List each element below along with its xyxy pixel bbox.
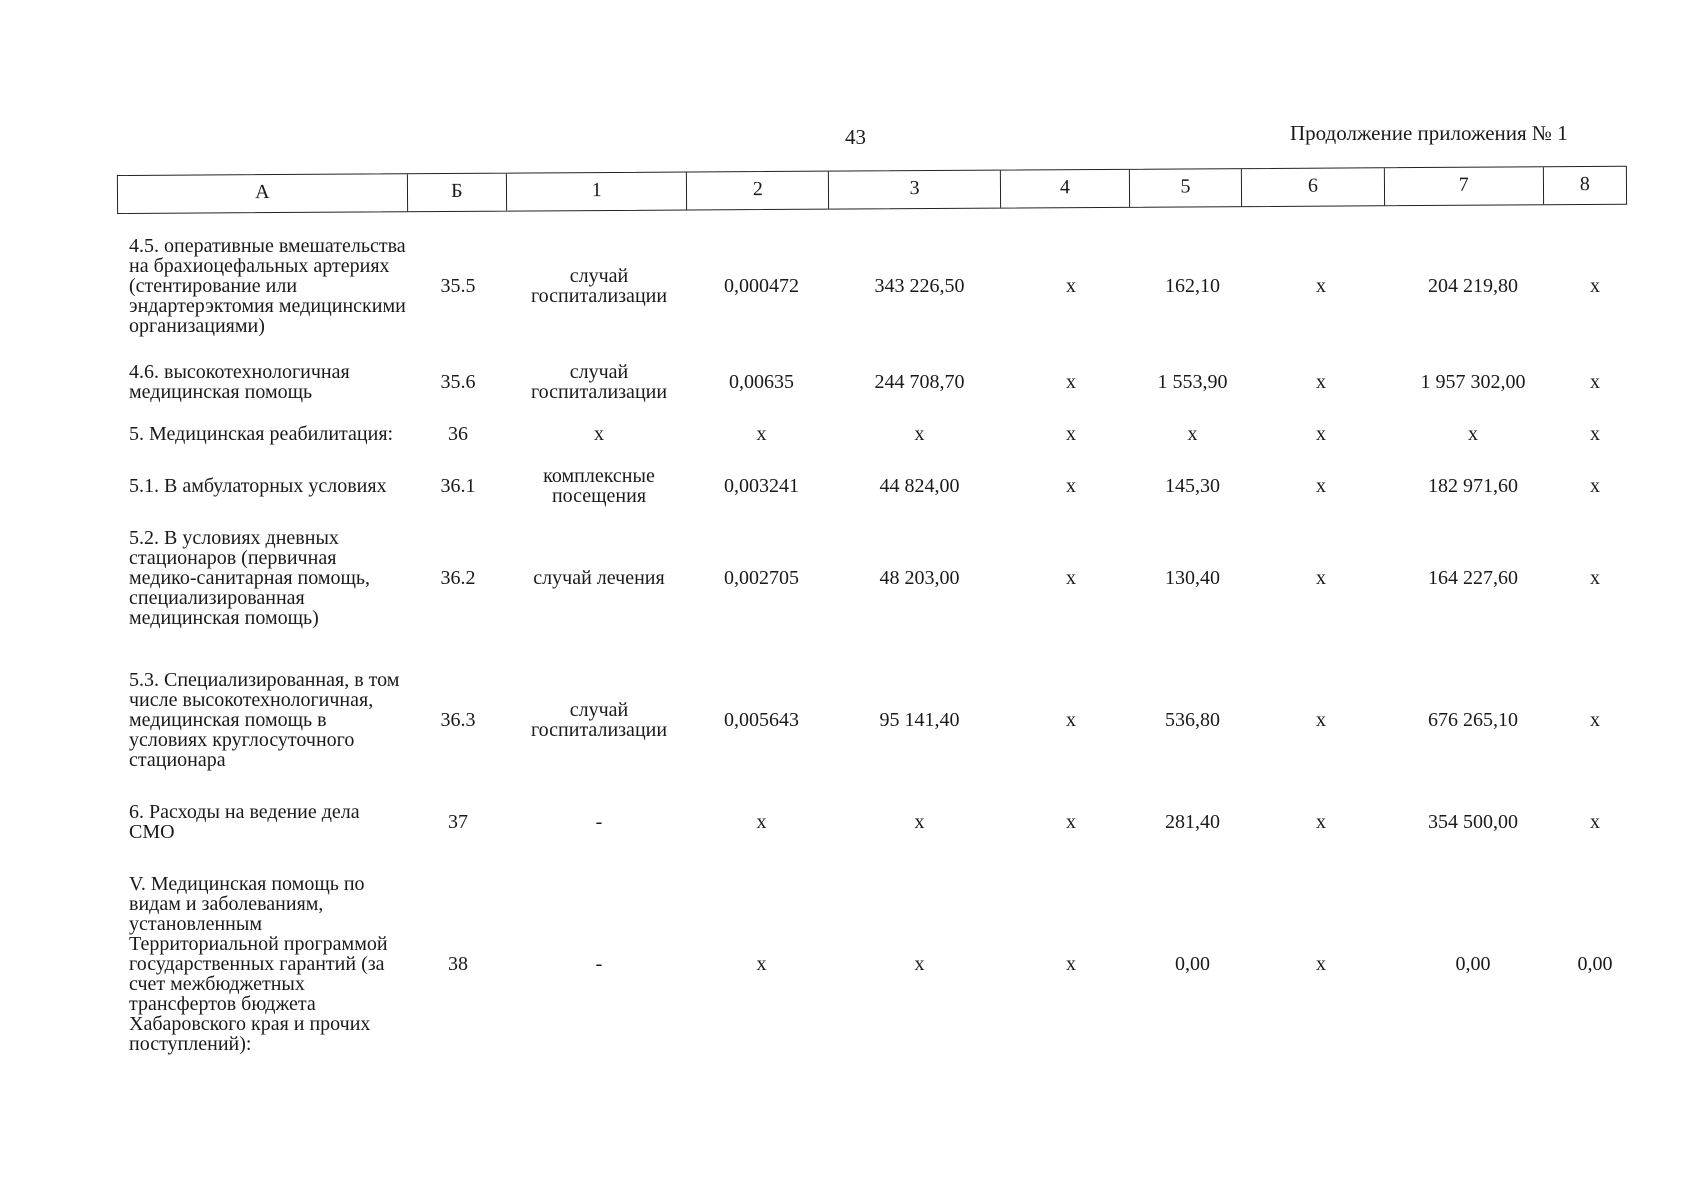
row-unit: случай госпитализации	[530, 699, 668, 741]
row-col-5: x	[1187, 423, 1198, 445]
row-col-2: 0,005643	[724, 709, 799, 731]
row-col-8: x	[1590, 275, 1600, 297]
row-unit: -	[595, 811, 603, 833]
table-row	[117, 414, 1637, 454]
row-code: 36.2	[440, 567, 476, 589]
row-code: 36	[448, 423, 468, 445]
row-col-4: x	[1066, 423, 1076, 445]
row-col-5: 145,30	[1165, 475, 1220, 497]
row-col-6: x	[1316, 275, 1326, 297]
row-col-5: 1 553,90	[1157, 371, 1228, 393]
table-row	[117, 802, 1637, 842]
row-col-2: 0,003241	[724, 475, 799, 497]
row-code: 35.6	[440, 371, 476, 393]
row-col-6: x	[1316, 423, 1326, 445]
row-col-3: 44 824,00	[879, 475, 960, 497]
row-col-3: 244 708,70	[874, 371, 965, 393]
row-col-5: 130,40	[1165, 567, 1220, 589]
row-col-6: x	[1316, 709, 1326, 731]
row-code: 36.3	[440, 709, 476, 731]
row-name: 5. Медицинская реабилитация:	[129, 423, 394, 445]
row-col-4: x	[1066, 709, 1076, 731]
row-col-6: x	[1316, 371, 1326, 393]
row-code: 38	[448, 953, 468, 975]
row-unit: комплексные посещения	[543, 465, 655, 507]
appendix-continuation-note: Продолжение приложения № 1	[1290, 121, 1568, 145]
row-col-7: 354 500,00	[1428, 811, 1518, 833]
row-name: 6. Расходы на ведение дела СМО	[129, 801, 360, 843]
row-col-7: 676 265,10	[1428, 709, 1518, 731]
row-col-2: 0,00635	[729, 371, 794, 393]
row-col-7: 204 219,80	[1428, 275, 1518, 297]
row-col-6: x	[1316, 567, 1326, 589]
column-header-a: А	[255, 181, 270, 204]
row-col-5: 162,10	[1165, 275, 1220, 297]
row-col-2: 0,000472	[724, 275, 799, 297]
row-col-7: 1 957 302,00	[1420, 371, 1526, 393]
row-col-8: x	[1590, 423, 1600, 445]
row-col-4: x	[1066, 475, 1076, 497]
table-row	[117, 466, 1637, 506]
column-header-1: 1	[506, 173, 687, 211]
column-header-6: 6	[1241, 168, 1384, 206]
table-row	[117, 650, 1637, 790]
row-code: 37	[448, 811, 468, 833]
row-col-3: 95 141,40	[879, 709, 960, 731]
row-name: 5.3. Специализированная, в том числе высокотехнологичная, медицинская помощь в условиях круглосуточного стационара	[129, 669, 400, 771]
row-col-3: x	[914, 423, 925, 445]
row-col-5: 0,00	[1175, 953, 1210, 975]
row-col-3: x	[914, 953, 925, 975]
column-header-b: Б	[407, 174, 506, 212]
row-unit: случай лечения	[533, 567, 665, 589]
row-col-6: x	[1316, 953, 1326, 975]
row-col-7: 164 227,60	[1428, 567, 1518, 589]
row-col-7: 0,00	[1455, 953, 1491, 975]
row-col-8: 0,00	[1577, 953, 1613, 975]
row-col-4: x	[1066, 953, 1076, 975]
row-col-5: 536,80	[1165, 709, 1220, 731]
column-header-4: 4	[1000, 170, 1129, 208]
table-header-row	[117, 166, 1627, 214]
row-col-7: x	[1468, 423, 1478, 445]
row-col-4: x	[1066, 371, 1076, 393]
row-col-6: x	[1316, 811, 1326, 833]
row-name: 5.1. В амбулаторных условиях	[129, 475, 387, 497]
row-col-6: x	[1316, 475, 1326, 497]
row-name: 4.5. оперативные вмешательства на брахиоцефальных артериях (стентирование или эндартерэктомия медицинскими организациями)	[129, 235, 406, 337]
row-col-2: x	[756, 953, 767, 975]
row-col-2: 0,002705	[724, 567, 799, 589]
page-number: 43	[845, 125, 866, 149]
row-col-8: x	[1590, 567, 1600, 589]
row-col-8: x	[1590, 475, 1600, 497]
table-row	[117, 362, 1637, 402]
table-body	[117, 222, 1637, 1086]
table-row	[117, 518, 1637, 638]
row-col-5: 281,40	[1165, 811, 1220, 833]
row-col-4: x	[1066, 275, 1076, 297]
table-row	[117, 222, 1637, 350]
column-header-8: 8	[1543, 167, 1627, 205]
column-header-5: 5	[1129, 169, 1241, 207]
row-unit: случай госпитализации	[530, 361, 668, 403]
row-col-7: 182 971,60	[1428, 475, 1518, 497]
column-header-3: 3	[828, 171, 1000, 209]
row-name: 5.2. В условиях дневных стационаров (первичная медико-санитарная помощь, специализированная медицинская помощь)	[129, 527, 371, 629]
row-col-4: x	[1066, 567, 1076, 589]
row-unit: x	[594, 423, 604, 445]
row-name: V. Медицинская помощь по видам и заболеваниям, установленным Территориальной программой государственных гарантий (за счет межбюджетных трансфертов бюджета Хабаровского края и прочих поступлений):	[129, 873, 388, 1055]
row-col-2: x	[756, 423, 767, 445]
row-unit: -	[595, 953, 603, 975]
row-col-3: 343 226,50	[874, 275, 965, 297]
column-header-2: 2	[686, 172, 828, 210]
row-name: 4.6. высокотехнологичная медицинская помощь	[129, 361, 350, 403]
row-col-3: x	[914, 811, 925, 833]
table-row	[117, 854, 1637, 1074]
row-col-8: x	[1590, 811, 1600, 833]
row-col-8: x	[1590, 371, 1600, 393]
row-col-4: x	[1066, 811, 1076, 833]
row-col-3: 48 203,00	[879, 567, 960, 589]
row-col-2: x	[756, 811, 767, 833]
row-col-8: x	[1590, 709, 1600, 731]
row-code: 35.5	[440, 275, 476, 297]
row-unit: случай госпитализации	[530, 265, 668, 307]
column-header-7: 7	[1384, 167, 1543, 205]
row-code: 36.1	[440, 475, 476, 497]
